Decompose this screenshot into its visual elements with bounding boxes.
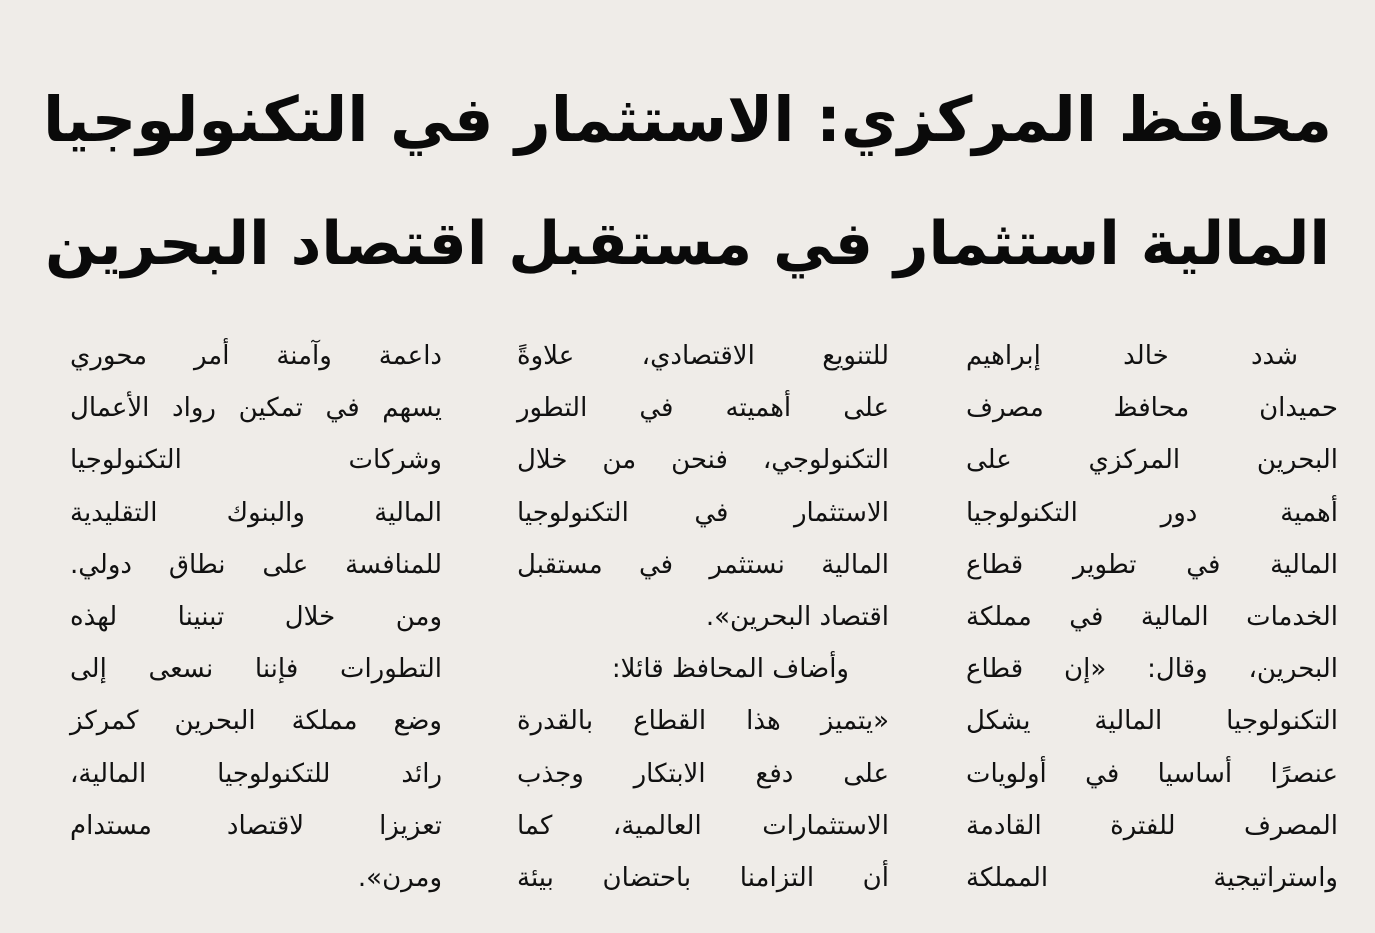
column-line: الخدمات المالية في مملكة [966, 601, 1338, 632]
column-line: للمنافسة على نطاق دولي. [70, 549, 442, 580]
column-line: التطورات فإننا نسعى إلى [70, 654, 442, 685]
column-line: البحرين المركزي على [966, 445, 1338, 476]
column-line: شدد خالد إبراهيم [966, 341, 1298, 371]
column-line: يسهم في تمكين رواد الأعمال [70, 393, 442, 424]
column-line: واستراتيجية المملكة [966, 862, 1338, 893]
article-column-3 [70, 330, 442, 904]
column-line: «يتميز هذا القطاع بالقدرة [517, 706, 889, 737]
article-column-2 [517, 330, 889, 904]
column-line: المصرف للفترة القادمة [966, 810, 1338, 841]
column-line: اقتصاد البحرين». [705, 601, 889, 632]
article-headline [40, 58, 1335, 306]
headline-line-2: المالية استثمار في مستقبل اقتصاد البحرين [45, 209, 1330, 279]
column-line: عنصرًا أساسيا في أولويات [966, 758, 1338, 789]
column-line: أهمية دور التكنولوجيا [966, 497, 1338, 528]
column-line: وضع مملكة البحرين كمركز [70, 706, 442, 737]
column-line: ومن خلال تبنينا لهذه [70, 601, 442, 632]
article-column-1 [966, 330, 1338, 904]
column-line: التكنولوجيا المالية يشكل [966, 706, 1338, 737]
column-line: على أهميته في التطور [517, 393, 889, 424]
column-line: داعمة وآمنة أمر محوري [70, 341, 442, 371]
headline-line-1: محافظ المركزي: الاستثمار في التكنولوجيا [43, 83, 1332, 156]
column-line: تعزيزا لاقتصاد مستدام [70, 810, 442, 841]
column-line: رائد للتكنولوجيا المالية، [70, 758, 442, 789]
column-line: وشركات التكنولوجيا [70, 445, 442, 476]
column-line: حميدان محافظ مصرف [966, 393, 1338, 424]
column-line: التكنولوجي، فنحن من خلال [517, 445, 889, 476]
column-line: أن التزامنا باحتضان بيئة [517, 862, 889, 893]
column-line: المالية في تطوير قطاع [966, 549, 1338, 580]
column-line: البحرين، وقال: «إن قطاع [966, 654, 1338, 685]
column-line: على دفع الابتكار وجذب [517, 758, 889, 789]
column-line: الاستثمار في التكنولوجيا [517, 497, 889, 528]
column-line: للتنويع الاقتصادي، علاوةً [517, 341, 889, 371]
column-line: الاستثمارات العالمية، كما [517, 810, 889, 841]
column-line: المالية نستثمر في مستقبل [517, 549, 889, 580]
column-line: وأضاف المحافظ قائلا: [611, 654, 849, 685]
column-line: ومرن». [357, 862, 442, 893]
column-line: المالية والبنوك التقليدية [70, 497, 442, 528]
